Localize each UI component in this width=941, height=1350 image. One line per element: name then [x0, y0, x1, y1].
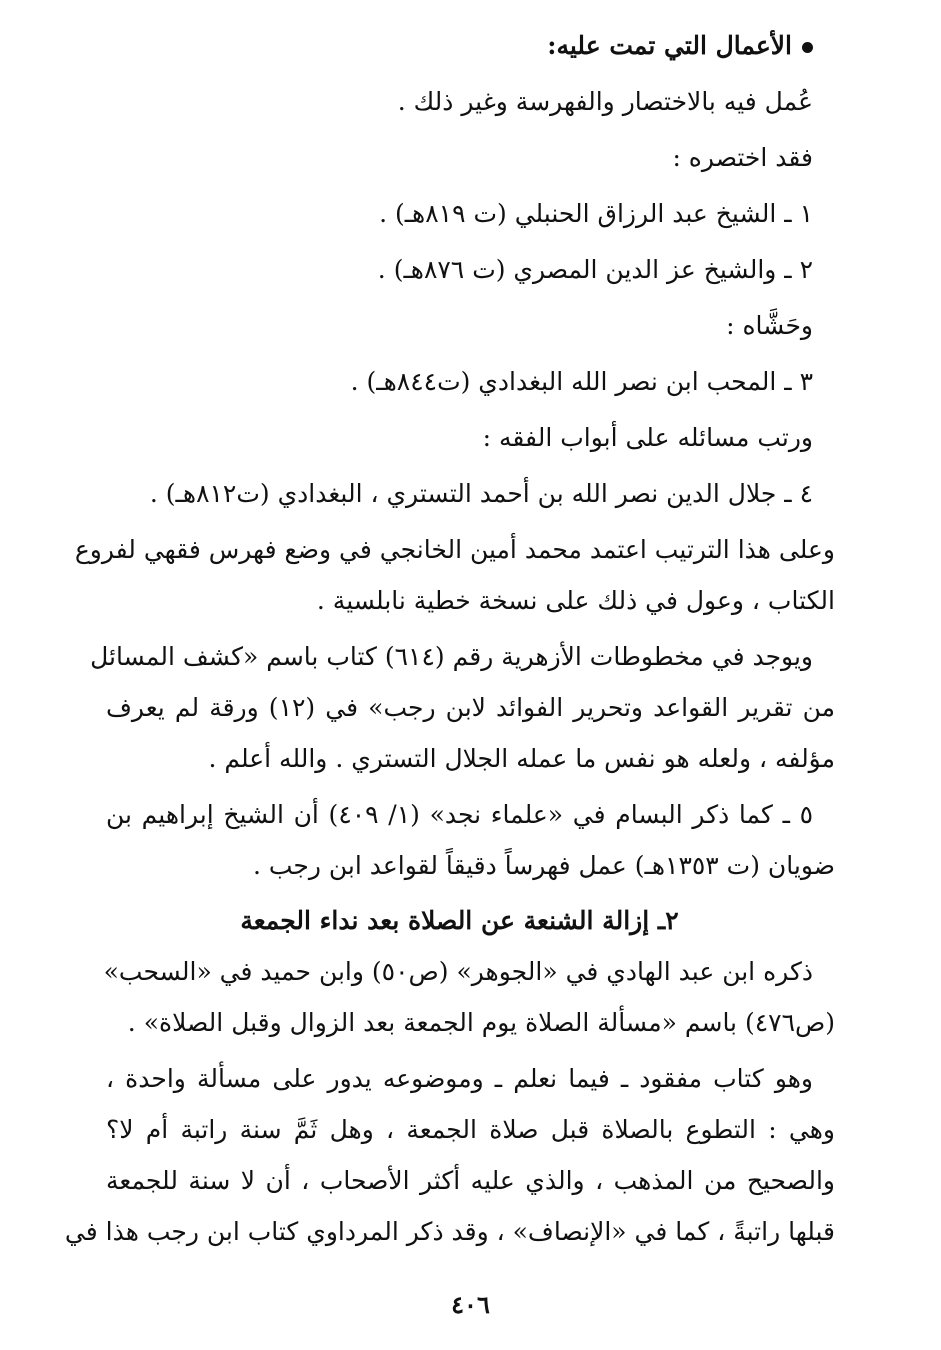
list-item: ٤ ـ جلال الدين نصر الله بن أحمد التستري ، البغدادي (ت٨١٢هـ) . — [149, 479, 813, 508]
subheading: ٢ـ إزالة الشنعة عن الصلاة بعد نداء الجمعة — [240, 906, 679, 935]
text-line: ضويان (ت ١٣٥٣هـ) عمل فهرساً دقيقاً لقواعد ابن رجب . — [252, 851, 835, 880]
text-line: وعلى هذا الترتيب اعتمد محمد أمين الخانجي في وضع فهرس فقهي لفروع — [74, 535, 835, 564]
text-line: ويوجد في مخطوطات الأزهرية رقم (٦١٤) كتاب باسم «كشف المسائل — [90, 642, 813, 671]
list-item: ١ ـ الشيخ عبد الرزاق الحنبلي (ت ٨١٩هـ) . — [379, 199, 813, 228]
list-item: ٣ ـ المحب ابن نصر الله البغدادي (ت٨٤٤هـ) . — [350, 367, 813, 396]
text-line: من تقرير القواعد وتحرير الفوائد لابن رجب» في (١٢) ورقة لم يعرف — [106, 693, 835, 722]
text-line: والصحيح من المذهب ، والذي عليه أكثر الأصحاب ، أن لا سنة للجمعة — [106, 1166, 835, 1195]
text-line: ورتب مسائله على أبواب الفقه : — [482, 423, 813, 452]
text-line: وهي : التطوع بالصلاة قبل صلاة الجمعة ، وهل ثَمَّ سنة راتبة أم لا؟ — [106, 1115, 835, 1144]
text-line: وحَشَّاه : — [726, 311, 813, 340]
text-line: (ص٤٧٦) باسم «مسألة الصلاة يوم الجمعة بعد الزوال وقبل الصلاة» . — [127, 1008, 835, 1037]
bullet-icon — [802, 42, 813, 53]
list-item: ٢ ـ والشيخ عز الدين المصري (ت ٨٧٦هـ) . — [377, 255, 813, 284]
list-item: ٥ ـ كما ذكر البسام في «علماء نجد» (١/ ٤٠٩) أن الشيخ إبراهيم بن — [106, 800, 814, 829]
text-line: الكتاب ، وعول في ذلك على نسخة خطية نابلسية . — [316, 586, 835, 615]
text-line: عُمل فيه بالاختصار والفهرسة وغير ذلك . — [397, 87, 813, 116]
text-line: قبلها راتبةً ، كما في «الإنصاف» ، وقد ذكر المرداوي كتاب ابن رجب هذا في — [64, 1217, 835, 1246]
text-line: فقد اختصره : — [672, 143, 813, 172]
section-heading: الأعمال التي تمت عليه: — [547, 26, 813, 66]
text-line: وهو كتاب مفقود ـ فيما نعلم ـ وموضوعه يدور على مسألة واحدة ، — [106, 1064, 813, 1093]
text-line: ذكره ابن عبد الهادي في «الجوهر» (ص٥٠) وابن حميد في «السحب» — [103, 957, 813, 986]
text-line: مؤلفه ، ولعله هو نفس ما عمله الجلال التستري . والله أعلم . — [208, 744, 835, 773]
page-number: ٤٠٦ — [451, 1290, 490, 1319]
